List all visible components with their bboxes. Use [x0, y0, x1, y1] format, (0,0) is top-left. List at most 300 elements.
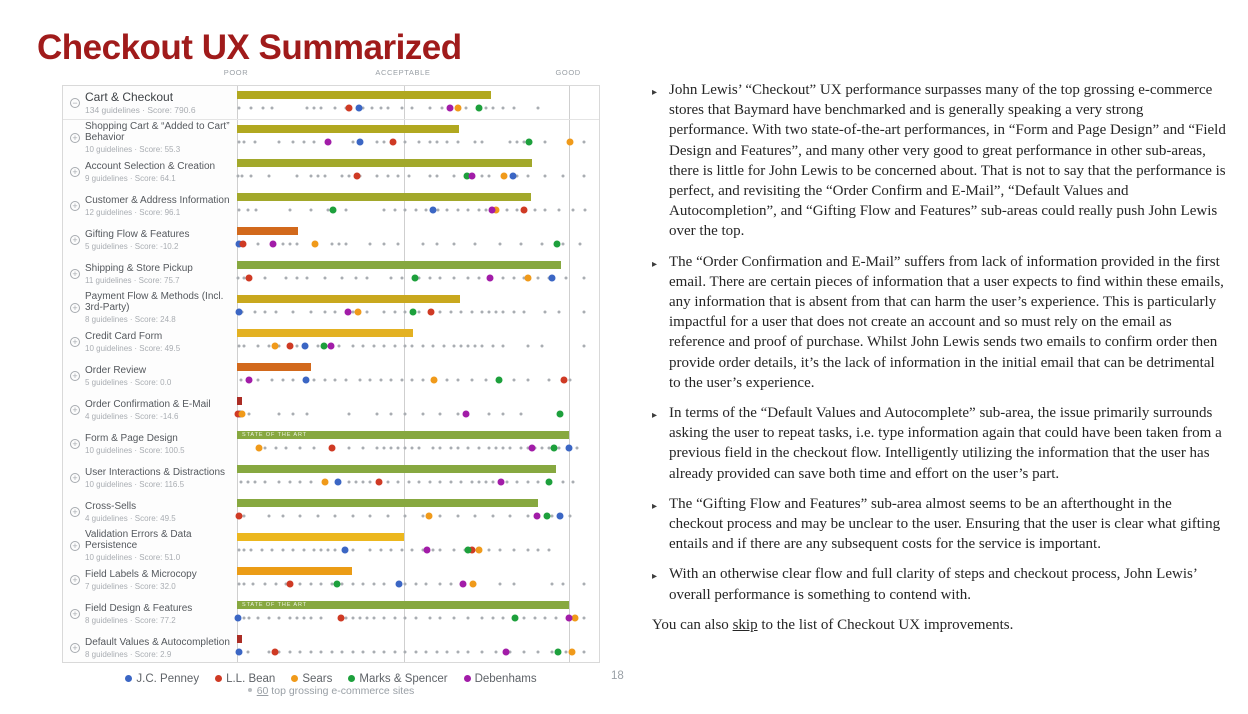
other-site-dot	[498, 582, 501, 585]
competitor-dot-green	[525, 138, 532, 145]
category-meta: 10 guidelines · Score: 49.5	[85, 343, 181, 353]
chart-row	[63, 392, 599, 426]
other-site-dot	[411, 378, 414, 381]
legend-item	[125, 673, 199, 685]
other-site-dot	[526, 548, 529, 551]
plot-cell	[237, 392, 599, 426]
category-label: Shopping Cart & “Added to Cart” Behavior	[85, 121, 230, 143]
other-site-dot	[365, 276, 368, 279]
plot-cell	[237, 256, 599, 290]
other-site-dot	[348, 446, 351, 449]
bullet-item	[652, 494, 1226, 555]
other-site-dot	[243, 514, 246, 517]
other-site-dot	[362, 446, 365, 449]
expand-icon[interactable]: +	[70, 507, 80, 517]
competitor-dot-purple	[460, 580, 467, 587]
category-label: Account Selection & Creation	[85, 160, 216, 172]
other-site-dot	[526, 344, 529, 347]
other-site-dot	[428, 174, 431, 177]
other-site-dot	[453, 616, 456, 619]
other-site-dot	[561, 582, 564, 585]
other-site-dot	[358, 378, 361, 381]
expand-icon[interactable]: +	[70, 235, 80, 245]
competitor-dot-orange	[568, 648, 575, 655]
category-cell	[63, 358, 237, 392]
other-site-dot	[411, 344, 414, 347]
expand-icon[interactable]: +	[70, 643, 80, 653]
bullet-text: John Lewis’ “Checkout” UX performance surpasses many of the top grossing e-commerce stores that Baymard have benchmarked and is generally speaking a very strong performance. With two state-of-the-art performances, in “Form and Page Design” and “Field Design and Features”, and many other very good to great performance in other sub-areas, there is little for John Lewis to be concerned about. That is not to say that the performance is perfect, and revisiting the “Order Confirm and E-Mail”, “Default Values and Autocompletion”, and “Gifting Flow and Features” sub-areas could really push John Lewis over the top.	[669, 82, 1226, 240]
other-site-dot	[467, 616, 470, 619]
other-site-dot	[330, 242, 333, 245]
other-site-dot	[292, 412, 295, 415]
chart-row	[63, 358, 599, 392]
other-site-dot	[575, 446, 578, 449]
competitor-dot-orange	[355, 308, 362, 315]
competitor-dot-red	[286, 342, 293, 349]
competitor-dot-blue	[557, 512, 564, 519]
other-site-dot	[582, 650, 585, 653]
other-site-dot	[376, 174, 379, 177]
other-site-dot	[456, 446, 459, 449]
other-site-dot	[516, 140, 519, 143]
category-label: Field Design & Features	[85, 602, 193, 614]
other-site-dot	[467, 208, 470, 211]
chart-row	[63, 630, 599, 663]
other-site-dot	[309, 480, 312, 483]
other-site-dot	[313, 446, 316, 449]
other-site-dot	[491, 480, 494, 483]
other-site-dot	[421, 242, 424, 245]
other-site-dot	[404, 310, 407, 313]
other-site-dot	[379, 106, 382, 109]
score-bar	[237, 397, 242, 405]
competitor-dot-orange	[256, 444, 263, 451]
other-site-dot	[484, 208, 487, 211]
bullet-marker-icon: ▸	[652, 258, 658, 270]
other-site-dot	[255, 208, 258, 211]
competitor-dot-strip	[237, 205, 587, 214]
other-site-dot	[323, 310, 326, 313]
other-site-dot	[241, 174, 244, 177]
other-site-dot	[477, 276, 480, 279]
other-site-dot	[491, 344, 494, 347]
score-bar	[237, 431, 569, 439]
other-site-dot	[316, 344, 319, 347]
other-site-dot	[383, 582, 386, 585]
other-site-dot	[372, 616, 375, 619]
competitor-dot-orange	[321, 478, 328, 485]
other-site-dot	[237, 276, 240, 279]
chart-row	[63, 256, 599, 290]
category-cell	[63, 86, 237, 119]
other-site-dot	[565, 650, 568, 653]
expand-icon[interactable]: +	[70, 371, 80, 381]
expand-icon[interactable]: +	[70, 609, 80, 619]
expand-icon[interactable]: +	[70, 575, 80, 585]
chart-row	[63, 494, 599, 528]
other-site-dot	[421, 344, 424, 347]
other-site-dot	[285, 446, 288, 449]
chart-row	[63, 86, 599, 120]
competitor-dot-red	[376, 478, 383, 485]
other-site-dot	[540, 344, 543, 347]
other-site-dot	[250, 106, 253, 109]
other-site-dot	[250, 174, 253, 177]
other-site-dot	[397, 242, 400, 245]
other-site-dot	[404, 616, 407, 619]
plot-cell	[237, 86, 599, 119]
other-site-dot	[334, 548, 337, 551]
other-site-dot	[281, 242, 284, 245]
other-site-dot	[397, 174, 400, 177]
other-site-dot	[491, 514, 494, 517]
other-site-dot	[523, 310, 526, 313]
category-label: Credit Card Form	[85, 330, 163, 342]
other-site-dot	[498, 242, 501, 245]
competitor-dot-orange	[524, 274, 531, 281]
other-site-dot	[362, 480, 365, 483]
other-site-dot	[446, 140, 449, 143]
other-site-dot	[460, 344, 463, 347]
other-site-dot	[313, 548, 316, 551]
other-site-dot	[264, 310, 267, 313]
skip-line-prefix: You can also	[652, 616, 733, 633]
expand-icon[interactable]: +	[70, 473, 80, 483]
bullet-item	[652, 80, 1226, 242]
other-site-dot	[355, 480, 358, 483]
other-site-dot	[440, 106, 443, 109]
gray-dot-icon	[248, 688, 252, 692]
category-text	[85, 529, 231, 562]
other-site-dot	[467, 344, 470, 347]
competitor-dot-red	[521, 206, 528, 213]
other-site-dot	[428, 480, 431, 483]
competitor-dot-purple	[497, 478, 504, 485]
category-label: Cart & Checkout	[85, 90, 174, 104]
other-site-dot	[481, 174, 484, 177]
bullet-marker-icon: ▸	[652, 87, 658, 98]
other-site-dot	[341, 174, 344, 177]
other-site-dot	[561, 242, 564, 245]
page-number: 18	[611, 670, 624, 682]
category-text	[85, 365, 171, 387]
category-cell	[63, 256, 237, 290]
other-site-dot	[428, 106, 431, 109]
expand-icon[interactable]: +	[70, 269, 80, 279]
competitor-dot-red	[245, 274, 252, 281]
other-site-dot	[456, 514, 459, 517]
other-site-dot	[519, 412, 522, 415]
other-site-dot	[547, 378, 550, 381]
score-bar	[237, 295, 460, 303]
other-site-dot	[243, 344, 246, 347]
other-site-dot	[306, 412, 309, 415]
other-site-dot	[512, 310, 515, 313]
other-site-dot	[323, 276, 326, 279]
plot-cell	[237, 494, 599, 528]
chart-row	[63, 222, 599, 256]
other-site-dot	[309, 616, 312, 619]
other-site-dot	[288, 480, 291, 483]
other-site-dot	[411, 548, 414, 551]
other-site-dot	[365, 310, 368, 313]
bullet-item	[652, 564, 1226, 604]
competitor-dot-orange	[469, 580, 476, 587]
checkout-benchmark-chart	[62, 85, 600, 663]
expand-icon[interactable]: +	[70, 167, 80, 177]
other-site-dot	[505, 208, 508, 211]
competitor-dot-strip	[237, 307, 587, 316]
legend-label: Sears	[302, 673, 333, 685]
other-site-dot	[274, 446, 277, 449]
other-site-dot	[288, 650, 291, 653]
chart-row	[63, 528, 599, 562]
plot-cell	[237, 358, 599, 392]
competitor-dot-blue	[342, 546, 349, 553]
other-site-dot	[579, 242, 582, 245]
other-site-dot	[330, 650, 333, 653]
other-site-dot	[393, 208, 396, 211]
other-sites-label: top grossing e-commerce sites	[268, 685, 415, 697]
other-site-dot	[320, 650, 323, 653]
competitor-dot-red	[346, 104, 353, 111]
other-site-dot	[582, 616, 585, 619]
category-label: Customer & Address Information	[85, 194, 230, 206]
plot-cell	[237, 528, 599, 562]
other-site-dot	[432, 446, 435, 449]
other-site-dot	[264, 276, 267, 279]
other-site-dot	[383, 616, 386, 619]
competitor-dot-orange	[426, 512, 433, 519]
other-site-dot	[251, 582, 254, 585]
other-site-dot	[243, 582, 246, 585]
legend-item	[464, 673, 537, 685]
score-bar	[237, 159, 532, 167]
other-site-dot	[369, 514, 372, 517]
other-site-dot	[537, 276, 540, 279]
legend-dot-icon	[348, 675, 355, 682]
other-site-dot	[512, 582, 515, 585]
other-site-dot	[267, 174, 270, 177]
competitor-dot-strip	[237, 579, 587, 588]
other-site-dot	[512, 276, 515, 279]
bullet-text: With an otherwise clear flow and full clarity of steps and checkout process, John Lewis’ overall performance is something to contend with.	[669, 566, 1197, 603]
competitor-dot-purple	[503, 648, 510, 655]
other-site-dot	[379, 378, 382, 381]
other-site-dot	[393, 344, 396, 347]
other-sites-count-link[interactable]: 60	[256, 685, 269, 697]
other-site-dot	[537, 548, 540, 551]
other-site-dot	[428, 616, 431, 619]
competitor-dot-purple	[270, 240, 277, 247]
other-site-dot	[372, 650, 375, 653]
other-site-dot	[488, 548, 491, 551]
state-of-the-art-label: STATE OF THE ART	[242, 602, 308, 608]
other-site-dot	[446, 650, 449, 653]
other-site-dot	[341, 582, 344, 585]
other-site-dot	[456, 412, 459, 415]
category-meta: 8 guidelines · Score: 24.8	[85, 315, 176, 324]
other-site-dot	[481, 616, 484, 619]
other-site-dot	[453, 548, 456, 551]
other-site-dot	[439, 582, 442, 585]
other-site-dot	[390, 446, 393, 449]
category-meta: 10 guidelines · Score: 116.5	[85, 479, 185, 489]
other-site-dot	[439, 616, 442, 619]
other-site-dot	[299, 514, 302, 517]
other-site-dot	[237, 140, 240, 143]
other-site-dot	[351, 582, 354, 585]
expand-icon[interactable]: +	[70, 405, 80, 415]
other-site-dot	[285, 276, 288, 279]
competitor-dot-red	[354, 172, 361, 179]
category-meta: 8 guidelines · Score: 77.2	[85, 615, 176, 625]
other-site-dot	[428, 276, 431, 279]
other-site-dot	[523, 616, 526, 619]
other-site-dot	[435, 650, 438, 653]
other-site-dot	[309, 650, 312, 653]
other-site-dot	[437, 208, 440, 211]
expand-icon[interactable]: +	[70, 201, 80, 211]
other-site-dot	[341, 650, 344, 653]
other-site-dot	[299, 582, 302, 585]
other-site-dot	[404, 412, 407, 415]
other-site-dot	[274, 310, 277, 313]
other-site-dot	[292, 140, 295, 143]
other-site-dot	[267, 344, 270, 347]
other-site-dot	[334, 106, 337, 109]
other-site-dot	[425, 650, 428, 653]
score-bar	[237, 91, 491, 99]
other-site-dot	[404, 140, 407, 143]
category-label: Order Review	[85, 364, 147, 376]
competitor-dot-red	[337, 614, 344, 621]
other-site-dot	[383, 344, 386, 347]
expand-icon[interactable]: +	[70, 541, 80, 551]
competitor-dot-orange	[431, 376, 438, 383]
other-site-dot	[470, 310, 473, 313]
other-site-dot	[237, 548, 240, 551]
other-site-dot	[526, 174, 529, 177]
other-site-dot	[537, 650, 540, 653]
expand-icon[interactable]: +	[70, 439, 80, 449]
other-site-dot	[456, 208, 459, 211]
other-site-dot	[544, 140, 547, 143]
other-site-dot	[320, 582, 323, 585]
other-site-dot	[484, 106, 487, 109]
competitor-dot-blue	[335, 478, 342, 485]
competitor-dot-red	[427, 308, 434, 315]
category-label: Field Labels & Microcopy	[85, 568, 197, 580]
other-site-dot	[320, 106, 323, 109]
skip-link[interactable]: skip	[732, 616, 758, 633]
score-bar	[237, 465, 556, 473]
other-site-dot	[474, 514, 477, 517]
other-site-dot	[481, 310, 484, 313]
other-site-dot	[243, 140, 246, 143]
expand-icon[interactable]: +	[70, 303, 80, 313]
category-meta: 4 guidelines · Score: 49.5	[85, 513, 176, 523]
other-site-dot	[516, 480, 519, 483]
bullet-text: In terms of the “Default Values and Autocomplete” sub-area, the issue primarily surrounds asking the user to repeat tasks, i.e. type information again that could have been taken from a previous field in the checkout flow. Intelligently utilizing the information that the user has already provided can save both time and effort on the user’s part.	[669, 405, 1222, 482]
other-site-dot	[404, 208, 407, 211]
plot-cell	[237, 154, 599, 188]
category-meta: 7 guidelines · Score: 32.0	[85, 581, 176, 591]
other-site-dot	[292, 548, 295, 551]
other-site-dot	[418, 140, 421, 143]
other-site-dot	[348, 412, 351, 415]
competitor-dot-green	[334, 580, 341, 587]
other-site-dot	[383, 310, 386, 313]
plot-cell	[237, 120, 599, 154]
competitor-dot-red	[286, 580, 293, 587]
other-site-dot	[330, 582, 333, 585]
legend-label: L.L. Bean	[226, 673, 276, 685]
other-site-dot	[421, 412, 424, 415]
other-site-dot	[453, 344, 456, 347]
category-meta: 12 guidelines · Score: 96.1	[85, 207, 181, 217]
competitor-dot-purple	[566, 614, 573, 621]
other-site-dot	[262, 106, 265, 109]
other-site-dot	[246, 480, 249, 483]
plot-cell	[237, 460, 599, 494]
competitor-dot-strip	[237, 477, 587, 486]
expand-icon[interactable]: +	[70, 337, 80, 347]
other-site-dot	[274, 582, 277, 585]
category-meta: 10 guidelines · Score: 51.0	[85, 553, 181, 562]
expand-icon[interactable]: +	[70, 133, 80, 143]
category-text	[85, 229, 189, 251]
other-site-dot	[246, 650, 249, 653]
other-site-dot	[540, 242, 543, 245]
other-site-dot	[237, 106, 240, 109]
plot-cell	[237, 324, 599, 358]
skip-line-suffix: to the list of Checkout UX improvements.	[757, 616, 1014, 633]
other-site-dot	[446, 378, 449, 381]
competitor-dot-strip	[237, 511, 587, 520]
other-site-dot	[383, 446, 386, 449]
other-site-dot	[243, 548, 246, 551]
competitor-dot-strip	[237, 239, 587, 248]
competitor-dot-green	[329, 206, 336, 213]
other-site-dot	[484, 378, 487, 381]
other-site-dot	[295, 242, 298, 245]
other-site-dot	[488, 446, 491, 449]
category-label: Form & Page Design	[85, 432, 178, 444]
competitor-dot-strip	[237, 409, 587, 418]
competitor-dot-strip	[237, 137, 587, 146]
other-site-dot	[428, 140, 431, 143]
other-site-dot	[519, 446, 522, 449]
other-site-dot	[264, 582, 267, 585]
collapse-icon[interactable]: −	[70, 98, 80, 108]
other-site-dot	[257, 378, 260, 381]
category-cell	[63, 120, 237, 154]
category-label: Order Confirmation & E-Mail	[85, 398, 211, 410]
other-site-dot	[383, 650, 386, 653]
other-site-dot	[484, 480, 487, 483]
other-site-dot	[295, 344, 298, 347]
category-text	[85, 399, 211, 421]
bullet-marker-icon: ▸	[652, 410, 658, 422]
competitor-dot-red	[390, 138, 397, 145]
competitor-dot-purple	[487, 274, 494, 281]
other-site-dot	[299, 480, 302, 483]
other-site-dot	[386, 174, 389, 177]
other-site-dot	[502, 412, 505, 415]
competitor-dot-green	[465, 546, 472, 553]
other-site-dot	[568, 514, 571, 517]
